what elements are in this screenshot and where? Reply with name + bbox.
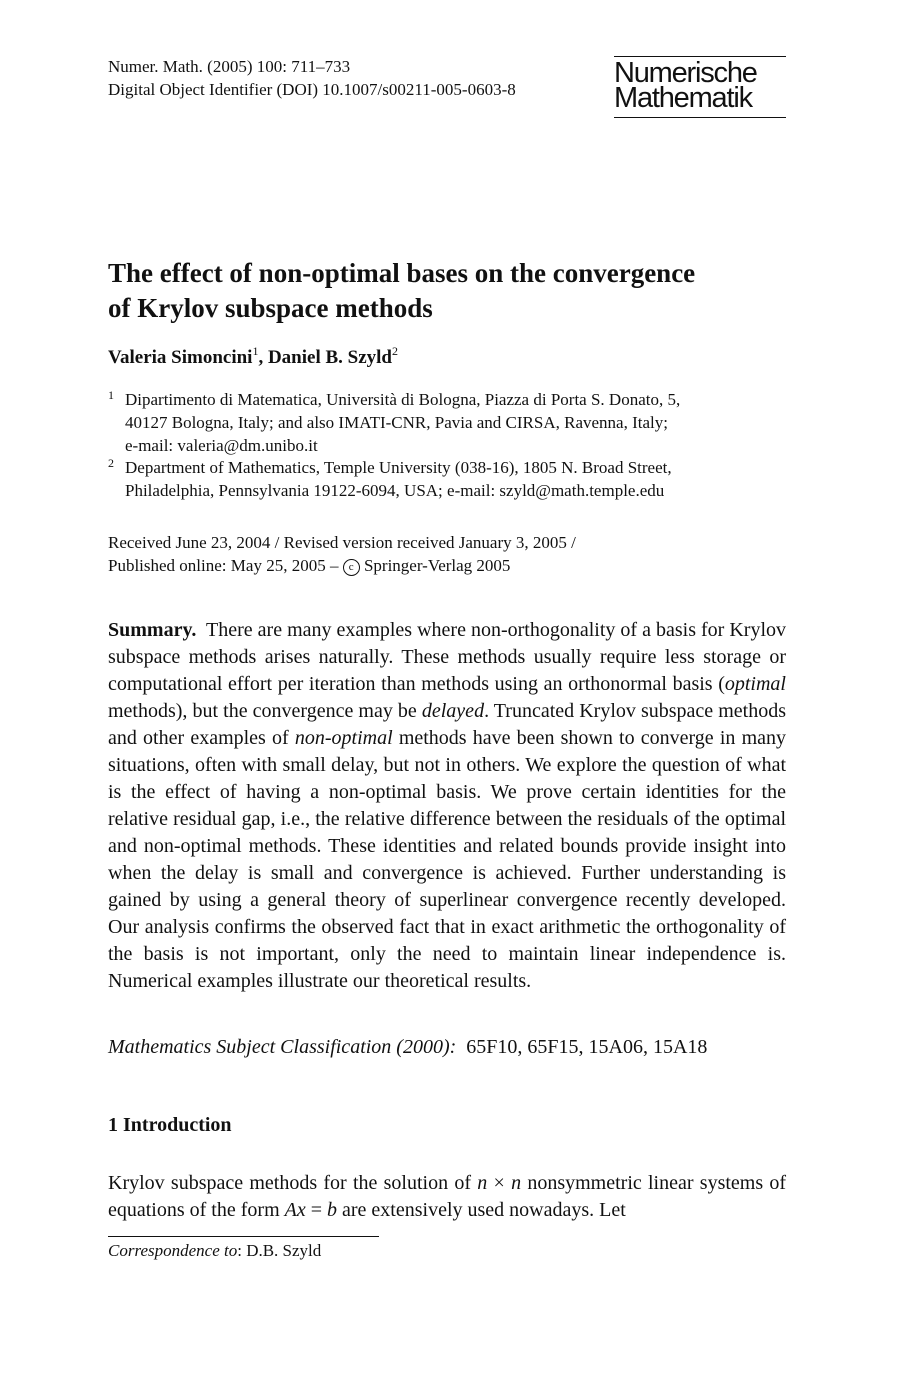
affiliation-line: 40127 Bologna, Italy; and also IMATI-CNR, Pavia and CIRSA, Ravenna, Italy; [125,413,668,432]
author-mark: 1 [252,344,259,358]
affiliation-email-line: e-mail: valeria@dm.unibo.it [125,436,318,455]
correspondence-value: : D.B. Szyld [237,1241,322,1260]
affiliation-line: Dipartimento di Matematica, Università di Bologna, Piazza di Porta S. Donato, 5, [125,390,681,409]
publisher: Springer-Verlag 2005 [363,556,511,575]
abstract: Summary. There are many examples where non-orthogonality of a basis for Krylov subspace methods arises naturally. These methods usually require less storage or computational effort per iteration than methods using an orthonormal basis (optimal methods), but the convergence may be delayed. Truncated Krylov subspace methods and other examples of non-optimal methods have been shown to converge in many situations, often with small delay, but not in others. We explore the question of what is the effect of having a non-optimal basis. We prove certain identities for the relative residual gap, i.e., the relative difference between the residuals of the optimal and non-optimal methods. These identities and related bounds provide insight into when the delay is small and convergence is achieved. Further understanding is gained by using a general theory of superlinear convergence recently developed. Our analysis confirms the observed fact that in exact arithmetic the orthogonality of the basis is not important, only the need to maintain linear independence is. Numerical examples illustrate our theoretical results. [108,619,787,992]
journal-logo [614,56,786,118]
received-dates: Received June 23, 2004 / Revised version received January 3, 2005 / [108,533,576,552]
journal-citation: Numer. Math. (2005) 100: 711–733 [108,57,351,76]
published-online: Published online: May 25, 2005 – c Springer-Verlag 2005 [108,556,511,575]
affiliation-line: Department of Mathematics, Temple University (038-16), 1805 N. Broad Street, [125,458,672,477]
affiliation-2 [108,456,788,502]
paper-title-line2: of Krylov subspace methods [108,293,433,323]
author-mark: 2 [392,344,399,358]
journal-logo-line1: Numerische [614,57,757,89]
author-list: Valeria Simoncini$^1$, Daniel B. Szyld$^2$ [108,344,399,368]
paper-title [108,256,798,326]
footnote-divider [108,1236,379,1237]
correspondence-footnote [108,1241,321,1261]
msc-codes: 65F10, 65F15, 15A06, 15A18 [466,1036,708,1058]
abstract-label: Summary. [108,619,197,641]
msc-label: Mathematics Subject Classification (2000): [108,1036,457,1058]
affiliation-mark: 1 [108,388,114,402]
msc-classification [108,1036,707,1059]
introduction-paragraph: Krylov subspace methods for the solution of n × n nonsymmetric linear systems of equations of the form Ax = b are extensively used nowadays. Let [108,1172,787,1221]
copyright-icon: c [343,559,360,576]
affiliation-line: Philadelphia, Pennsylvania 19122-6094, USA; e-mail: szyld@math.temple.edu [125,481,665,500]
publication-history [108,531,576,577]
affiliation-mark: 2 [108,456,114,470]
paper-title-line1: The effect of non-optimal bases on the convergence [108,258,696,288]
journal-citation-block [108,55,516,101]
author-name: Daniel B. Szyld [267,347,393,368]
author-name: Valeria Simoncini [108,347,253,368]
correspondence-label: Correspondence to [108,1241,238,1260]
affiliation-1 [108,388,788,457]
journal-logo-line2: Mathematik [614,82,752,114]
journal-doi: Digital Object Identifier (DOI) 10.1007/s00211-005-0603-8 [108,80,516,99]
section-heading-introduction: 1 Introduction [108,1114,232,1136]
